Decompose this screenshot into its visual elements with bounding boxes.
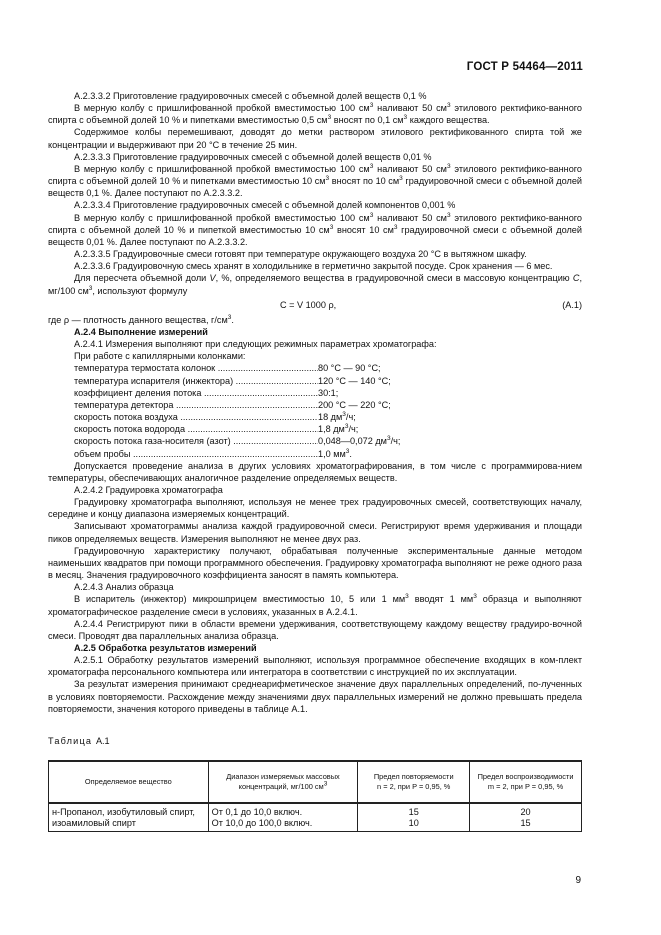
section-a24-title: А.2.4 Выполнение измерений: [74, 326, 208, 337]
parameter-list: [48, 362, 582, 459]
parameter-value: 18 $дм^3/ч$;: [318, 411, 356, 423]
parameter-label: скорость потока газа-носителя (азот) .....: [74, 435, 318, 447]
parameter-label: температура термостата колонок .....: [74, 362, 318, 374]
paragraph-capillary: При работе с капиллярными колонками:: [74, 351, 246, 362]
section-a243-title: А.2.4.3 Анализ образца: [74, 582, 174, 593]
section-a242-title: А.2.4.2 Градуировка хроматографа: [74, 484, 223, 495]
cell-repeatability: 15 10: [358, 803, 470, 832]
paragraph-a2335: А.2.3.3.5 Градуировочные смеси готовят при температуре окружающего воздуха 20 °С в вытяжном шкафу.: [74, 249, 527, 260]
cell-substance: н-Пропанол, изобутиловый спирт, изоамиловый спирт: [49, 803, 209, 832]
paragraph-a2332: В мерную колбу с пришлифованной пробкой вместимостью 100 $см^3$ наливают 50 $см^3$ этилового ректифико-ванного спирта с объемной долей 10 % и пипетками вместимостью 0,5 $см^3$ вносят по 0,1 $см^3$ каждого вещества.: [48, 102, 582, 126]
header-repeatability: Предел повторяемости n = 2, при P = 0,95, %: [358, 761, 470, 803]
document-body: [48, 90, 582, 715]
paragraph-rho: где ρ — плотность данного вещества, $г/см^3$.: [48, 313, 234, 325]
section-a2333-title: А.2.3.3.3 Приготовление градуировочных смесей с объемной долей веществ 0,01 %: [74, 151, 432, 162]
parameter-row: [48, 423, 582, 435]
table-row: [49, 803, 582, 832]
cell-ranges: От 0,1 до 10,0 включ. От 10,0 до 100,0 включ.: [208, 803, 358, 832]
parameter-label: температура испарителя (инжектора) .....: [74, 375, 318, 387]
paragraph-result: За результат измерения принимают среднеарифметическое значение двух параллельных определений, по-лученных в условиях повторяемости. Расхождение между значениями двух параллельных измерений не должно превышать предела повторяемости, значения которого приведены в таблице А.1.: [48, 679, 582, 714]
section-a25-title: А.2.5 Обработка результатов измерений: [74, 643, 257, 654]
formula-number: (А.1): [562, 299, 582, 310]
parameter-row: [48, 411, 582, 423]
table-caption: Таблица А.1: [48, 736, 110, 746]
parameter-value: 30:1;: [318, 387, 339, 398]
paragraph-a2334: В мерную колбу с пришлифованной пробкой вместимостью 100 $см^3$ наливают 50 $см^3$ этилового ректифико-ванного спирта с объемной долей 10 % и пипеткой вместимостью 10 $см^3$ вносят 10 $см^3$ градуировочной смеси с объемной долей веществ 0,01 %. Далее поступают по А.2.3.3.2.: [48, 211, 582, 247]
header-reproducibility: Предел воспроизводимости m = 2, при P = 0,95, %: [470, 761, 582, 803]
section-a2332-title: А.2.3.3.2 Приготовление градуировочных смесей с объемной долей веществ 0,1 %: [74, 91, 427, 101]
parameter-row: [48, 375, 582, 387]
parameter-value: 1,0 $мм^3$.: [318, 447, 352, 459]
cell-reproducibility: 20 15: [470, 803, 582, 832]
parameter-label: объем пробы .....: [74, 448, 318, 460]
page-number: 9: [575, 875, 581, 886]
paragraph-a2333: В мерную колбу с пришлифованной пробкой вместимостью 100 $см^3$ наливают 50 $см^3$ этилового ректифико-ванного спирта с объемной долей 10 % и пипетками вместимостью 10 $см^3$ вносят по 10 $см^3$ градуировочной смеси с объемной долей веществ 0,1 %. Далее поступают по А.2.3.3.2.: [48, 162, 582, 199]
parameter-label: температура детектора .....: [74, 399, 318, 411]
parameter-row: [48, 387, 582, 399]
paragraph-a242-c: Градуировочную характеристику получают, обрабатывая полученные экспериментальные данные методом наименьших квадратов при помощи программного обеспечения. Градуировку хроматографа выполняют не реже одного раза в месяц. Значения градуировочного коэффициента заносят в память компьютера.: [48, 545, 582, 581]
section-a2334-title: А.2.3.3.4 Приготовление градуировочных смесей с объемной долей компонентов 0,001 %: [74, 200, 456, 211]
paragraph-mixing: Содержимое колбы перемешивают, доводят до метки раствором этилового ректификованного спирта той же концентрации и выдерживают при 20 °С в течение 25 мин.: [48, 127, 582, 150]
parameter-row: [48, 448, 582, 460]
paragraph-a242-a: Градуировку хроматографа выполняют, используя не менее трех градуировочных смесей, соответствующих началу, середине и концу диапазона измеряемых концентраций.: [48, 497, 582, 520]
parameter-value: 120 °С — 140 °С;: [318, 375, 391, 386]
paragraph-a243: В испаритель (инжектор) микрошприцем вместимостью 10, 5 или 1 $мм^3$ вводят 1 $мм^3$ образца и выполняют хроматографическое разделение смеси в условиях, указанных в А.2.4.1.: [48, 593, 582, 617]
header-range: Диапазон измеряемых массовых концентраций, мг/100 $см^3$: [208, 761, 358, 803]
table-a1: [48, 760, 582, 832]
paragraph-a244: А.2.4.4 Регистрируют пики в области времени удерживания, соответствующему каждому веществу градуиро-вочной смеси. Проводят два параллельных анализа образца.: [48, 618, 582, 641]
formula-a1: [48, 299, 582, 311]
parameter-label: коэффициент деления потока .....: [74, 387, 318, 399]
paragraph-conversion: Для пересчета объемной доли V, %, определяемого вещества в градуировочной смеси в массовую концентрацию С, мг/100 $см^3$, используют формулу: [48, 273, 582, 296]
paragraph-a241: А.2.4.1 Измерения выполняют при следующих режимных параметрах хроматографа:: [74, 339, 437, 350]
paragraph-a242-b: Записывают хроматограммы анализа каждой градуировочной смеси. Регистрируют время удерживания и площади пиков определяемых веществ. Измерения выполняют не менее двух раз.: [48, 521, 582, 544]
parameter-value: 200 °С — 220 °С;: [318, 399, 391, 410]
parameter-value: 0,048—0,072 $дм^3/ч$;: [318, 435, 401, 447]
parameter-row: [48, 362, 582, 374]
paragraph-other-conditions: Допускается проведение анализа в других условиях хроматографирования, в том числе с программирова-нием температуры, обеспечивающих аналогичное разделение определяемых веществ.: [48, 460, 582, 483]
parameter-value: 80 °С — 90 °С;: [318, 363, 381, 374]
paragraph-a2336: А.2.3.3.6 Градуировочную смесь хранят в холодильнике в герметично закрытой посуде. Срок хранения — 6 мес.: [74, 261, 553, 272]
header-substance: Определяемое вещество: [49, 761, 209, 803]
formula-expression: С = V 1000 ρ,: [280, 299, 337, 310]
parameter-row: [48, 435, 582, 447]
parameter-label: скорость потока воздуха .....: [74, 411, 318, 423]
parameter-label: скорость потока водорода .....: [74, 423, 318, 435]
parameter-row: [48, 399, 582, 411]
parameter-value: 1,8 $дм^3/ч$;: [318, 423, 359, 435]
paragraph-a251: А.2.5.1 Обработку результатов измерений выполняют, используя программное обеспечение входящих в ком-плект хроматографа персонального компьютера или интегратора в соответствии с инструкцией по их эксплуатации.: [48, 655, 582, 678]
standard-header: ГОСТ Р 54464—2011: [466, 61, 583, 73]
